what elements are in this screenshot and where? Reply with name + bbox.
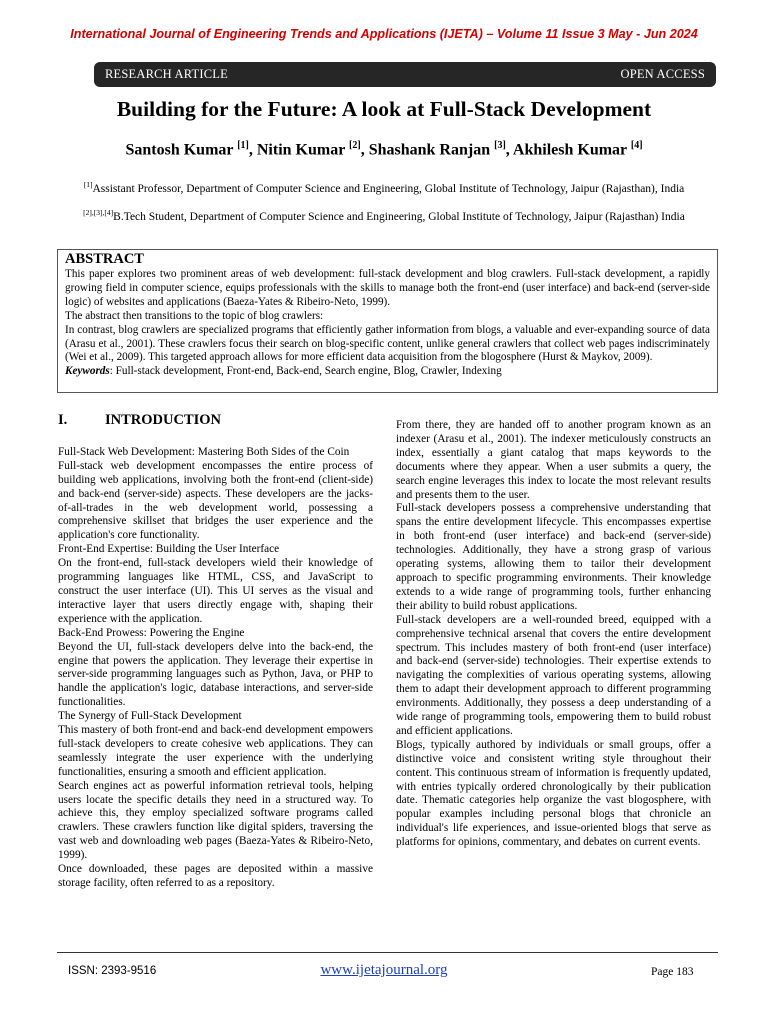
subheading: Full-Stack Web Development: Mastering Both Sides of the Coin — [58, 445, 350, 458]
footer-rule — [57, 952, 718, 953]
author-mark: [2] — [349, 140, 361, 151]
author-mark: [4] — [630, 140, 643, 151]
author-sep: , — [505, 141, 513, 159]
body-paragraph: On the front-end, full-stack developers wield their knowledge of programming languages like HTML, CSS, and JavaScript to construct the user interface (UI). This UI serves as the visual and interactive layer that users directly engage with, shaping their experience with the application. — [58, 557, 373, 625]
author-name: Akhilesh Kumar — [512, 141, 631, 159]
body-paragraph: This mastery of both front-end and back-end development empowers full-stack developers to create cohesive web applications. They can seamlessly integrate the user experience with the underlying functionalities, ensuring a smooth and efficient application. — [58, 724, 373, 778]
body-paragraph: Once downloaded, these pages are deposited within a massive storage facility, often referred to as a repository. — [58, 863, 373, 889]
section-number: I. — [58, 412, 68, 428]
author-sep: , — [248, 141, 257, 159]
abstract-box — [57, 249, 718, 393]
right-column — [396, 419, 711, 850]
subheading: The Synergy of Full-Stack Development — [58, 710, 242, 723]
body-paragraph: Search engines act as powerful information retrieval tools, helping users locate the specific details they need in a structured way. To achieve this, they employ specialized software programs called crawlers. These crawlers function like digital spiders, traversing the vast web and downloading web pages (Baeza-Yates & Ribeiro-Neto, 1999). — [58, 779, 373, 862]
affiliation-1 — [55, 178, 713, 196]
body-paragraph: Blogs, typically authored by individuals or small groups, offer a distinctive voice and consistent writing style throughout their content. This continuous stream of information is frequently updated, with entries typically ordered chronologically by their publication date. Thematic categories help organize the vast blogosphere, with popular examples including personal blogs that chronicle an individual's life experiences, and issue-oriented blogs that serve as platforms for opinions, commentary, and debates on current events. — [396, 738, 711, 849]
body-paragraph: Full-stack developers possess a comprehensive understanding that spans the entire development lifecycle. This encompasses expertise in both front-end (user interface) and back-end (server-side) technologies. Additionally, they have a strong grasp of various operating systems, allowing them to tailor their development approach to specific programming environments. Their knowledge extends to a wide range of programming tools, further enhancing their ability to build robust applications. — [396, 502, 711, 612]
author-name: Shashank Ranjan — [368, 141, 495, 159]
abstract-paragraph: The abstract then transitions to the topic of blog crawlers: — [65, 309, 324, 322]
affiliation-2 — [55, 206, 713, 224]
article-banner — [94, 62, 716, 87]
journal-header: International Journal of Engineering Trends and Applications (IJETA) – Volume 11 Issue 3 May - Jun 2024 — [70, 27, 698, 41]
keywords-text: : Full-stack development, Front-end, Back-end, Search engine, Blog, Crawler, Indexing — [109, 365, 502, 378]
body-paragraph: From there, they are handed off to another program known as an indexer (Arasu et al., 2001). The indexer meticulously constructs an index, essentially a giant catalog that maps keywords to the documents where they appear. When a user submits a query, the search engine leverages this index to locate the most relevant results and presents them to the user. — [396, 419, 711, 501]
author-mark: [3] — [494, 140, 506, 151]
subheading: Back-End Prowess: Powering the Engine — [58, 626, 245, 639]
keywords-label: Keywords — [65, 365, 110, 378]
left-column — [58, 414, 373, 891]
footer-issn: ISSN: 2393-9516 — [68, 965, 157, 977]
affiliation-mark: [2],[3],[4] — [83, 208, 114, 217]
body-paragraph: Beyond the UI, full-stack developers delve into the back-end, the engine that powers the application. They leverage their expertise in server-side programming languages such as Python, Java, or PHP to handle the application's logic, database interactions, and server-side functionalities. — [58, 640, 373, 709]
body-paragraph: Full-stack developers are a well-rounded breed, equipped with a comprehensive technical arsenal that covers the entire development spectrum. This includes mastery of both front-end (user interface) and back-end (server-side) technologies. Their expertise extends to navigating the complexities of various operating systems, allowing them to adapt their development approach to different programming environments. Additionally, they possess a deep understanding of a wide range of programming tools, empowering them to build robust and efficient applications. — [396, 613, 711, 737]
page-number: Page 183 — [651, 966, 694, 978]
footer-url-text[interactable]: www.ijetajournal.org — [320, 962, 448, 978]
author-list — [0, 140, 768, 159]
affiliation-text: B.Tech Student, Department of Computer Science and Engineering, Global Institute of Technology, Jaipur (Rajasthan) India — [113, 210, 685, 223]
paper-title: Building for the Future: A look at Full-Stack Development — [116, 97, 652, 121]
author-sep: , — [360, 141, 369, 159]
body-paragraph: Full-stack web development encompasses the entire process of building web applications, involving both the front-end (client-side) and back-end (server-side) aspects. These developers are the jacks-of-all-trades in the web development world, possessing a comprehensive skillset that bridges the user experience and the application's core functionality. — [58, 459, 373, 542]
keywords — [65, 365, 710, 379]
subheading: Front-End Expertise: Building the User Interface — [58, 543, 280, 556]
open-access-label: OPEN ACCESS — [620, 67, 705, 81]
article-type-label: RESEARCH ARTICLE — [105, 67, 228, 81]
abstract-paragraph: In contrast, blog crawlers are specialized programs that efficiently gather information from blogs, a valuable and ever-expanding source of data (Arasu et al., 2001). These crawlers focus their search on blog-specific content, unlike general crawlers that collect web pages indiscriminately (Wei et al., 2009). This targeted approach allows for more efficient data acquisition from the blogosphere (Hurst & Maykov, 2009). — [65, 323, 710, 364]
section-heading — [58, 414, 373, 428]
author-mark: [1] — [237, 140, 249, 151]
affiliation-text: Assistant Professor, Department of Computer Science and Engineering, Global Institute of Technology, Jaipur (Rajasthan), India — [92, 182, 685, 195]
section-title: INTRODUCTION — [105, 412, 222, 428]
author-name: Nitin Kumar — [256, 141, 350, 159]
author-name: Santosh Kumar — [125, 141, 238, 159]
abstract-heading: ABSTRACT — [65, 251, 144, 267]
affiliation-mark: [1] — [83, 180, 93, 189]
abstract-paragraph: This paper explores two prominent areas of web development: full-stack development and blog crawlers. Full-stack development, a rapidly growing field in computer science, equips professionals with the skills to manage both the front-end (user interface) and back-end (server-side logic) of websites and applications (Baeza-Yates & Ribeiro-Neto, 1999). — [65, 268, 710, 308]
